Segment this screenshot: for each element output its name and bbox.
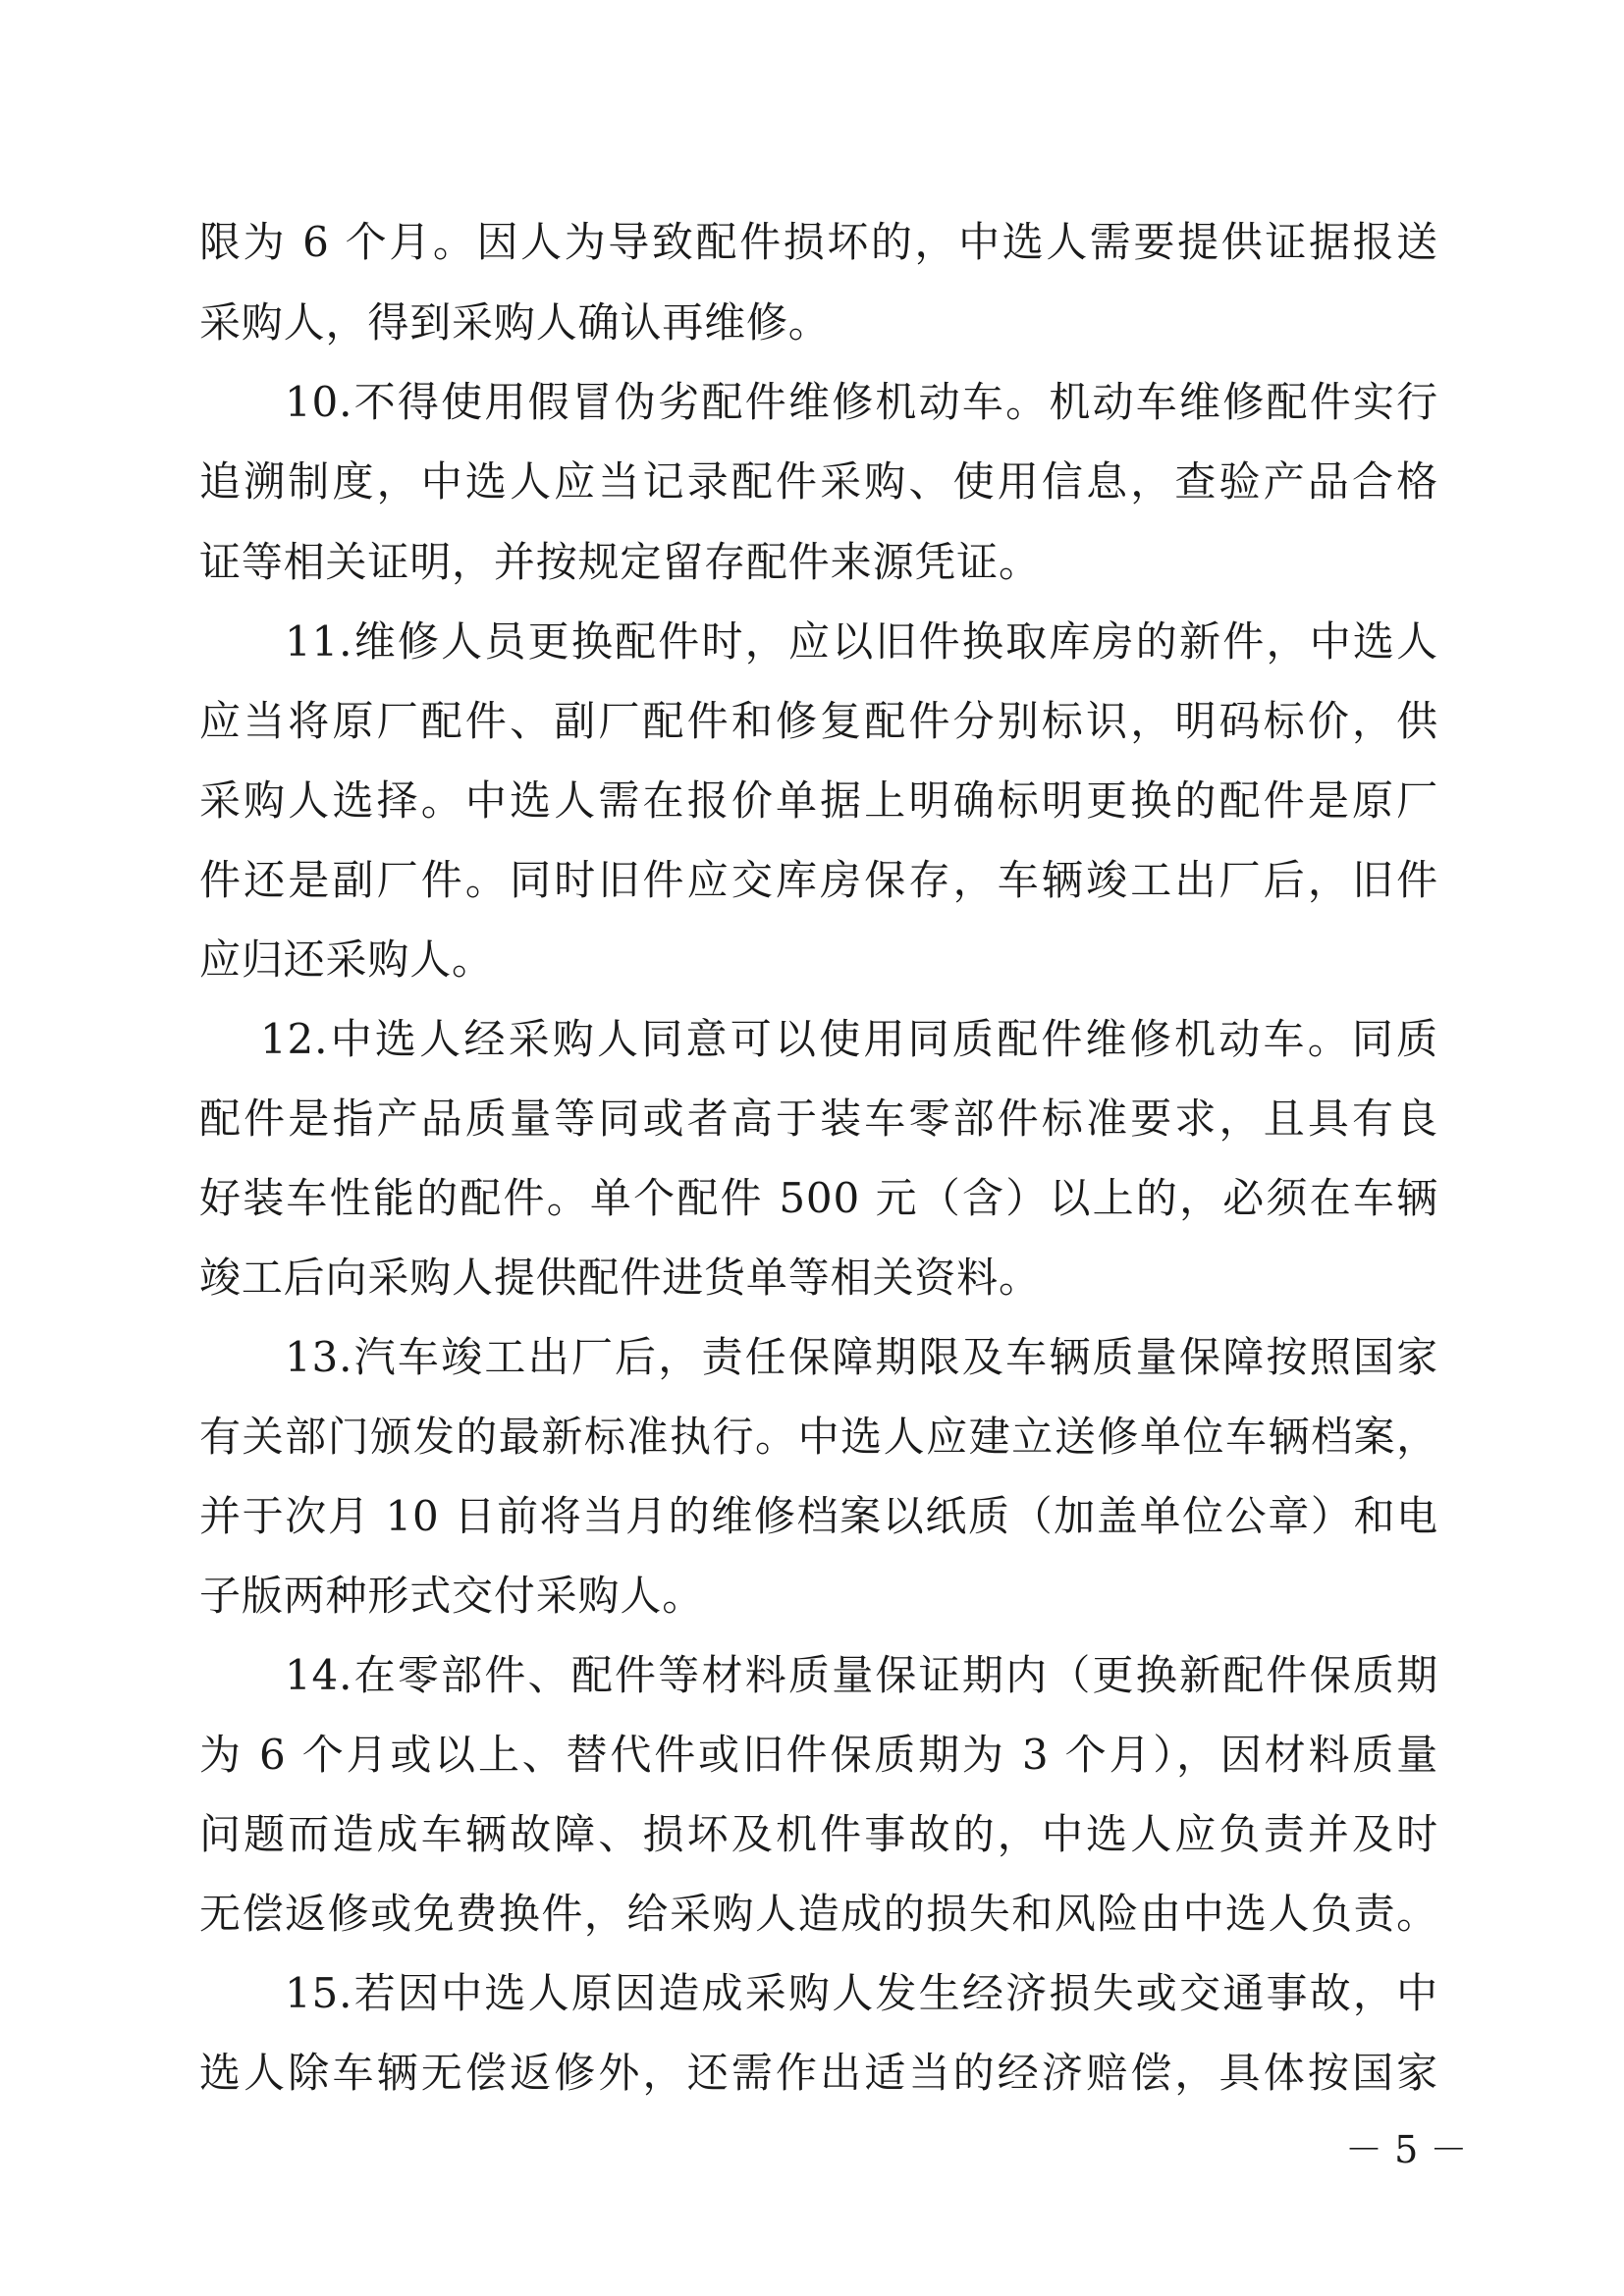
text-line: 有关部门颁发的最新标准执行。中选人应建立送修单位车辆档案， [199,1413,1438,1461]
text-line: 选人除车辆无偿返修外，还需作出适当的经济赔偿，具体按国家 [199,2049,1438,2097]
paragraph-10-start: 10.不得使用假冒伪劣配件维修机动车。机动车维修配件实行 [285,378,1438,426]
text-line: 为 6 个月或以上、替代件或旧件保质期为 3 个月），因材料质量 [199,1731,1438,1779]
paragraph-13-start: 13.汽车竣工出厂后，责任保障期限及车辆质量保障按照国家 [285,1333,1438,1381]
text-line: 配件是指产品质量等同或者高于装车零部件标准要求，且具有良 [199,1095,1438,1143]
text-line: 应当将原厂配件、副厂配件和修复配件分别标识，明码标价，供 [199,697,1438,745]
text-line: 追溯制度，中选人应当记录配件采购、使用信息，查验产品合格 [199,457,1438,506]
text-line: 竣工后向采购人提供配件进货单等相关资料。 [199,1254,1041,1302]
page-number: － 5 － [1345,2128,1468,2171]
text-line: 限为 6 个月。因人为导致配件损坏的，中选人需要提供证据报送 [199,218,1438,266]
text-line: 子版两种形式交付采购人。 [199,1572,705,1620]
text-line: 好装车性能的配件。单个配件 500 元（含）以上的，必须在车辆 [199,1174,1438,1222]
paragraph-11-start: 11.维修人员更换配件时，应以旧件换取库房的新件，中选人 [285,617,1438,666]
text-line: 问题而造成车辆故障、损坏及机件事故的，中选人应负责并及时 [199,1810,1438,1858]
paragraph-14-start: 14.在零部件、配件等材料质量保证期内（更换新配件保质期 [285,1651,1438,1699]
text-line: 件还是副厂件。同时旧件应交库房保存，车辆竣工出厂后，旧件 [199,856,1438,904]
text-line: 采购人，得到采购人确认再维修。 [199,298,831,347]
text-line: 无偿返修或免费换件，给采购人造成的损失和风险由中选人负责。 [199,1890,1438,1938]
text-line: 应归还采购人。 [199,935,494,984]
text-line: 采购人选择。中选人需在报价单据上明确标明更换的配件是原厂 [199,776,1438,825]
paragraph-15-start: 15.若因中选人原因造成采购人发生经济损失或交通事故，中 [285,1969,1438,2017]
text-line: 证等相关证明，并按规定留存配件来源凭证。 [199,538,1041,586]
text-line: 并于次月 10 日前将当月的维修档案以纸质（加盖单位公章）和电 [199,1492,1438,1540]
paragraph-12-start: 12.中选人经采购人同意可以使用同质配件维修机动车。同质 [260,1015,1438,1063]
